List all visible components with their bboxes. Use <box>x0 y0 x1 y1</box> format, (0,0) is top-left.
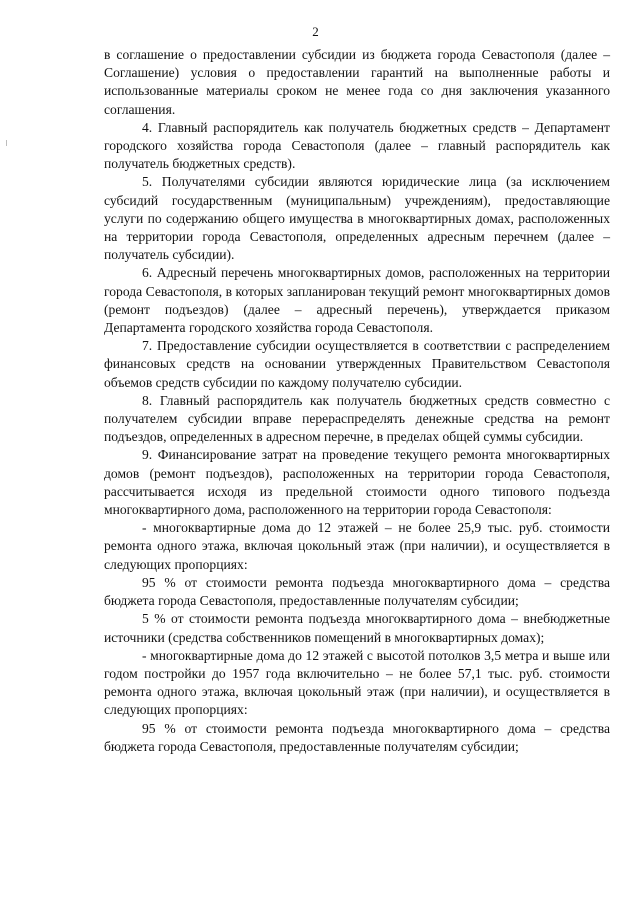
page-number: 2 <box>312 24 319 39</box>
paragraph-subitem-up-to-12-floors: - многоквартирные дома до 12 этажей – не более 25,9 тыс. руб. стоимости ремонта одного этажа, включая цокольный этаж (при наличии), и осуществляется в следующих пропорциях: <box>104 520 610 572</box>
paragraph-item-6: 6. Адресный перечень многоквартирных домов, расположенных на территории города Севастополя, в которых запланирован текущий ремонт многоквартирных домов (ремонт подъездов) (далее – адресный перечень), утверждается приказом Департамента городского хозяйства города Севастополя. <box>104 265 610 336</box>
scan-margin-mark <box>6 140 7 146</box>
paragraph-item-8: 8. Главный распорядитель как получатель бюджетных средств совместно с получателем субсидии вправе перераспределять денежные средства на ремонт подъездов, определенных в адресном перечне, в пределах общей суммы субсидии. <box>104 392 610 445</box>
paragraph-proportion-5: 5 % от стоимости ремонта подъезда многоквартирного дома – внебюджетные источники (средства собственников помещений в многоквартирных домах); <box>104 611 610 645</box>
paragraph-item-4: 4. Главный распорядитель как получатель бюджетных средств – Департамент городского хозяйства города Севастополя (далее – главный распорядитель как получатель бюджетных средств). <box>104 119 610 172</box>
paragraph-proportion-95-second: 95 % от стоимости ремонта подъезда многоквартирного дома – средства бюджета города Севастополя, предоставленные получателям субсидии; <box>104 720 610 754</box>
document-body <box>104 46 610 756</box>
paragraph-item-7: 7. Предоставление субсидии осуществляется в соответствии с распределением финансовых средств на основании утвержденных Правительством Севастополя объемов средств субсидии по каждому получателю субсидии. <box>104 338 610 390</box>
paragraph-proportion-95: 95 % от стоимости ремонта подъезда многоквартирного дома – средства бюджета города Севастополя, предоставленные получателям субсидии; <box>104 574 610 609</box>
paragraph-continuation: в соглашение о предоставлении субсидии из бюджета города Севастополя (далее – Соглашение) условия о предоставлении гарантий на выполненные работы и использованные материалы сроком не менее года со дня заключения указанного соглашения. <box>104 47 610 117</box>
paragraph-item-9: 9. Финансирование затрат на проведение текущего ремонта многоквартирных домов (ремонт подъездов), расположенных на территории города Севастополя, рассчитывается исходя из предельной стоимости одного типового подъезда многоквартирного дома, расположенного на территории города Севастополя: <box>104 447 610 518</box>
paragraph-subitem-high-ceilings: - многоквартирные дома до 12 этажей с высотой потолков 3,5 метра и выше или годом постройки до 1957 года включительно – не более 57,1 тыс. руб. стоимости ремонта одного этажа, включая цокольный этаж (при наличии), и осуществляется в следующих пропорциях: <box>104 647 610 718</box>
paragraph-item-5: 5. Получателями субсидии являются юридические лица (за исключением субсидий государственным (муниципальным) учреждениям), предоставляющие услуги по содержанию общего имущества в многоквартирных домах, расположенных на территории города Севастополя, определенных адресным перечнем (далее – получатель субсидии). <box>104 174 610 263</box>
